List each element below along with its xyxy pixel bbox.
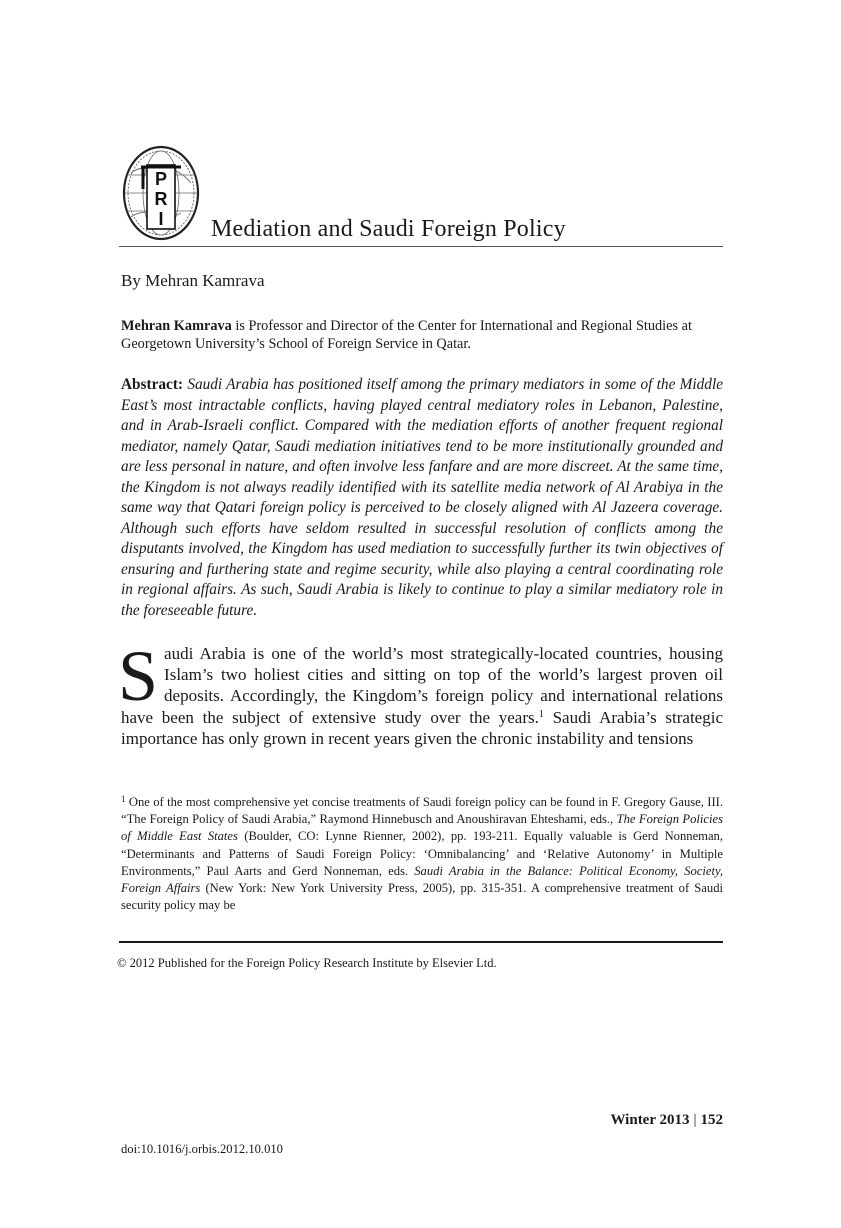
body-text-part2: Saudi Arabia’s strategic importance has only grown in recent years given the chronic instability and tensions <box>121 707 723 748</box>
page-number: 152 <box>700 1112 723 1128</box>
byline: By Mehran Kamrava <box>121 271 265 290</box>
issue-info <box>610 1112 723 1129</box>
footer-divider <box>119 941 723 943</box>
issue-season: Winter 2013 <box>610 1112 690 1128</box>
footnote-number: 1 <box>121 794 126 804</box>
body-text-part1: audi Arabia is one of the world’s most strategically-located countries, housing Islam’s two holiest cities and sitting on top of the world’s largest proven oil deposits. Accordingly, the Kingdom’s foreign policy and international relations have been the subject of extensive study over the years. <box>121 644 723 727</box>
svg-text:P: P <box>154 169 168 189</box>
footnote-text-a: One of the most comprehensive yet concise treatments of Saudi foreign policy can be found in F. Gregory Gause, III. “The Foreign Policy of Saudi Arabia,” Raymond Hinnebusch and Anoushiravan Ehteshami, eds., <box>121 795 723 827</box>
footnote-book-title-b: Saudi Arabia in the Balance: Political Economy, Society, Foreign Affairs <box>121 863 723 896</box>
svg-text:R: R <box>154 189 168 209</box>
author-bio <box>121 317 723 353</box>
fpri-logo-icon <box>121 143 201 243</box>
abstract-text: Saudi Arabia has positioned itself among the primary mediators in some of the Middle East’s most intractable conflicts, having played central mediatory roles in Lebanon, Palestine, and in Arab-Israeli conflict. Compared with the mediation efforts of another frequent regional mediator, namely Qatar, Saudi mediation initiatives tend to be more institutionally grounded and are less personal in nature, and often involve less fanfare and are more discreet. At the same time, the Kingdom is not always readily identified with its satellite media network of Al Arabiya in the same way that Qatari foreign policy is perceived to be closely aligned with Al Jazeera coverage. Although such efforts have seldom resulted in successful resolution of conflicts among the disputants involved, the Kingdom has used mediation to successfully further its twin objectives of ensuring and furthering state and regime security, while also playing a central coordinating role in regional affairs. As such, Saudi Arabia is likely to continue to play a similar mediatory role in the foreseeable future. <box>121 376 723 619</box>
abstract-label: Abstract: <box>121 376 184 393</box>
title-divider <box>119 246 723 247</box>
doi-link[interactable]: doi:10.1016/j.orbis.2012.10.010 <box>121 1142 283 1156</box>
footnote-text-b: (Boulder, CO: Lynne Rienner, 2002), pp. 193-211. Equally valuable is Gerd Nonneman, “Determinants and Patterns of Saudi Foreign Policy: ‘Omnibalancing’ and ‘Relative Autonomy’ in Multiple Environments,” Paul Aarts and Gerd Nonneman, eds. <box>121 829 723 878</box>
footnote-book-title-a: The Foreign Policies of Middle East States <box>121 812 723 844</box>
footnote <box>121 794 723 914</box>
body-paragraph <box>118 636 723 749</box>
globe-icon <box>121 143 201 243</box>
abstract <box>121 375 723 621</box>
footnote-reference[interactable]: 1 <box>538 708 544 720</box>
article-title: Mediation and Saudi Foreign Policy <box>211 216 566 242</box>
author-name: Mehran Kamrava <box>121 318 232 334</box>
copyright-notice: © 2012 Published for the Foreign Policy Research Institute by Elsevier Ltd. <box>117 956 497 970</box>
svg-text:I: I <box>158 209 164 229</box>
drop-cap: S <box>118 636 159 716</box>
issue-separator: | <box>693 1112 697 1128</box>
footnote-text-c: (New York: New York University Press, 2005), pp. 315-351. A comprehensive treatment of Saudi security policy may be <box>121 881 723 913</box>
author-bio-text: is Professor and Director of the Center for International and Regional Studies at Georgetown University’s School of Foreign Service in Qatar. <box>121 318 692 352</box>
